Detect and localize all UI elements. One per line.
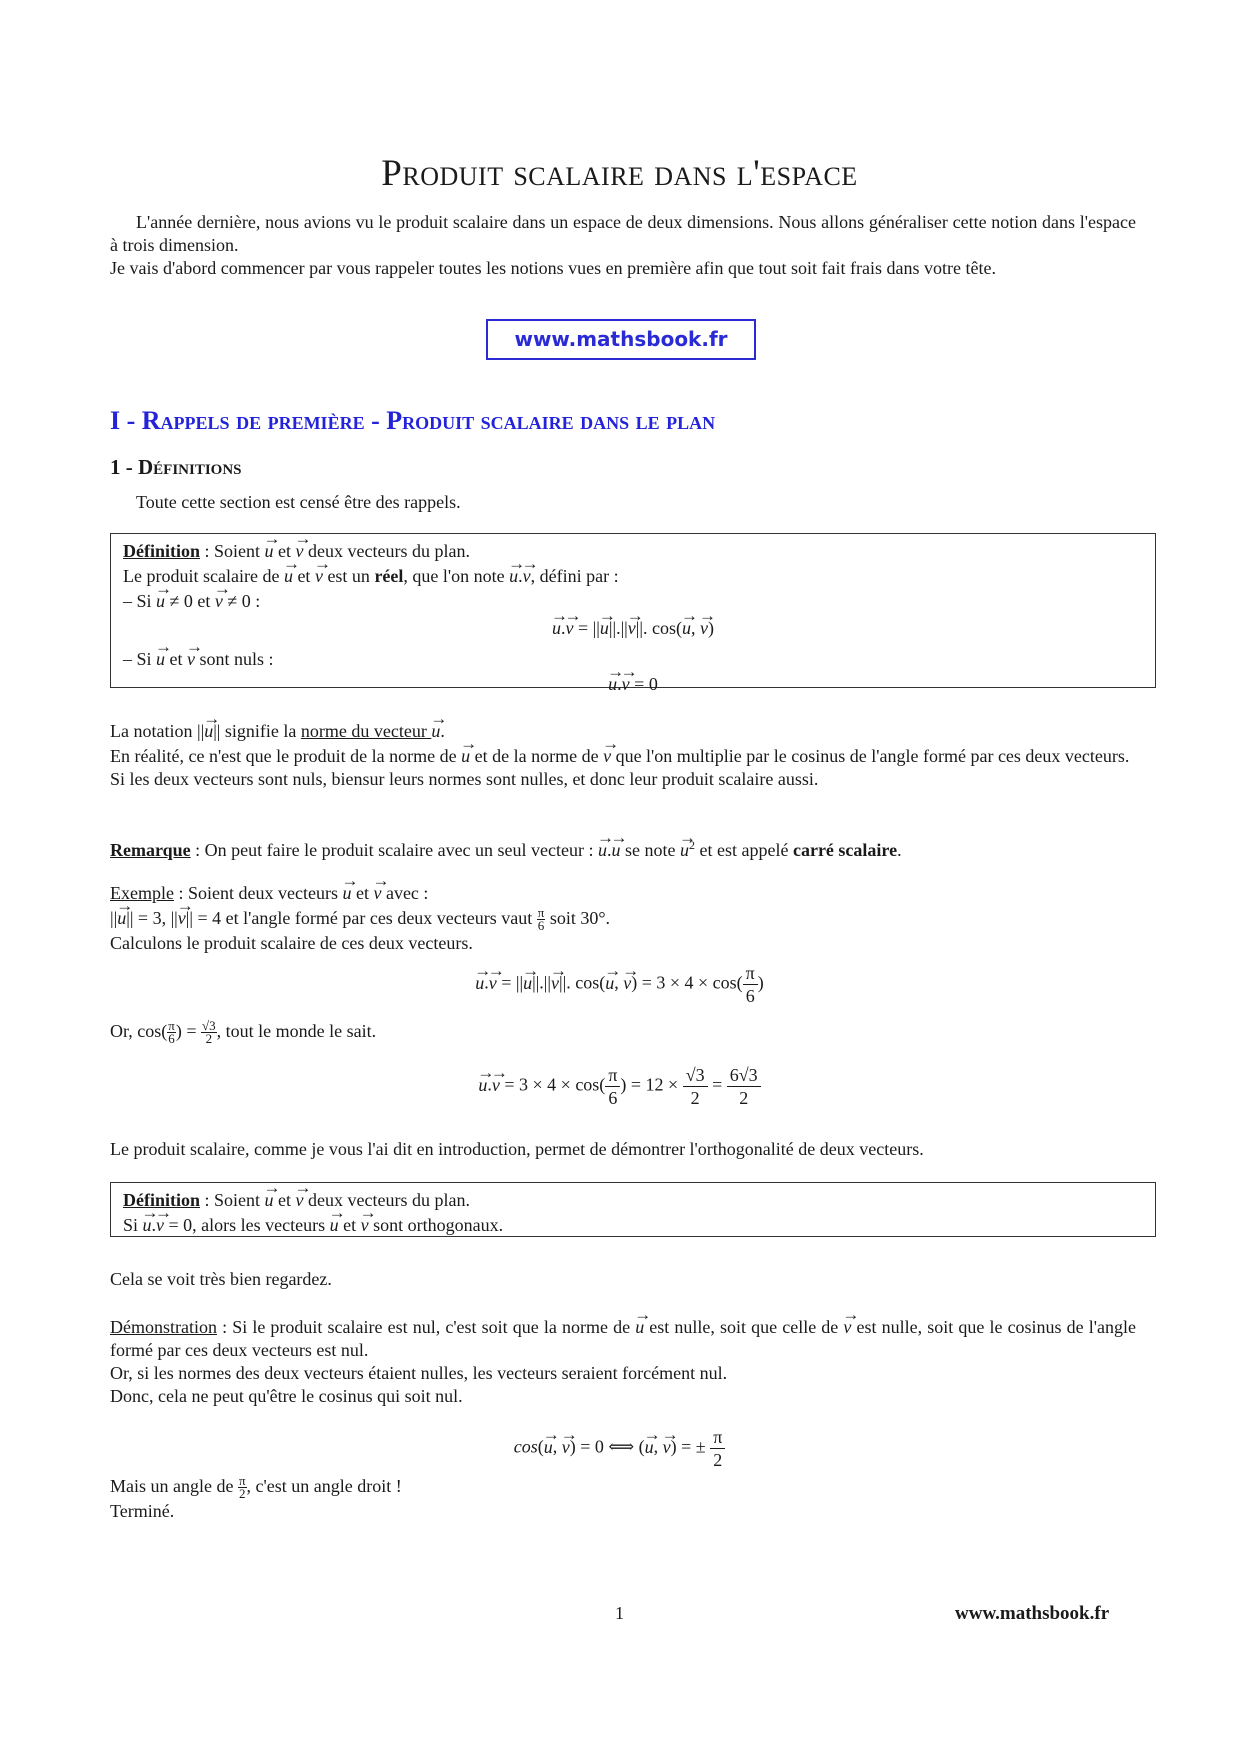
example-line1: [110, 880, 1136, 905]
numerator: π: [605, 1064, 620, 1087]
vector-u: → u: [330, 1212, 339, 1237]
t: et est appelé: [695, 840, 793, 860]
fraction-pi-6: [167, 1020, 176, 1045]
fraction-sqrt3-2: [683, 1064, 708, 1109]
norm-line1: [110, 718, 1136, 743]
def1-formula1: → u.→ v = ||→ u||.||→ v||. cos(→ u, → v): [123, 615, 1143, 640]
remark-line: Remarque : On peut faire le produit scalaire avec un seul vecteur : → u.→ u se note → $u^2$ et est appelé carré scalaire.: [110, 834, 1136, 862]
orthogonality-intro-text: Le produit scalaire, comme je vous l'ai dit en introduction, permet de démontrer l'orthogonalité de deux vecteurs.: [110, 1139, 924, 1159]
page-number: 1: [615, 1603, 624, 1623]
def2-label: Définition: [123, 1190, 201, 1210]
denominator: 2: [713, 1450, 723, 1470]
bold-text: réel: [374, 566, 404, 586]
vector-u: → u: [265, 1187, 274, 1212]
website-link-box[interactable]: www.mathsbook.fr: [486, 319, 756, 360]
demo-line3: Donc, cela ne peut qu'être le cosinus qui soit nul.: [110, 1386, 463, 1406]
denominator: 2: [739, 1088, 749, 1108]
vector-v: → v: [603, 743, 611, 768]
vector-v: → v: [622, 671, 630, 696]
subsection-intro-text: Toute cette section est censé être des rappels.: [136, 492, 461, 512]
section-heading: I - Rappels de première - Produit scalaire dans le plan: [110, 406, 716, 435]
t: En réalité, ce n'est que le produit de la norme de: [110, 746, 462, 766]
t: .: [897, 840, 902, 860]
vector-v: → v: [523, 563, 531, 588]
t: Or, cos(: [110, 1021, 168, 1041]
vector-u: → u: [598, 837, 607, 862]
orthogonality-intro: [110, 1138, 1136, 1161]
bold-text: carré scalaire: [792, 840, 898, 860]
denominator: 2: [205, 1031, 213, 1047]
fraction-sqrt3-2: [201, 1020, 217, 1045]
or-line: [110, 1020, 1136, 1045]
vector-v: → v: [551, 970, 559, 995]
vector-v: → v: [187, 646, 195, 671]
vector-u: → u: [612, 837, 621, 862]
t: et: [338, 1215, 361, 1235]
t: est nulle, soit que celle de: [644, 1317, 844, 1337]
vector-v: → v: [315, 563, 323, 588]
numerator: 6√3: [727, 1064, 761, 1087]
demo-line2: Or, si les normes des deux vecteurs étaient nulles, les vecteurs seraient forcément nul.: [110, 1363, 728, 1383]
vector-v: → v: [296, 1187, 304, 1212]
t: et: [273, 541, 296, 561]
vector-v: → v: [215, 588, 223, 613]
see-well: [110, 1268, 1136, 1291]
numerator: π: [710, 1426, 725, 1449]
vector-u: → u: [680, 837, 689, 862]
t: Le produit scalaire de: [123, 566, 284, 586]
cos-text: cos: [513, 1436, 538, 1457]
t: sont orthogonaux.: [368, 1215, 504, 1235]
vector-v: → v: [492, 1072, 500, 1097]
intro: [110, 211, 1136, 280]
example-line2: ||→ u|| = 3, ||→ v|| = 4 et l'angle formé par ces deux vecteurs vaut $\frac{\pi}{6}$ soit 30°.: [110, 905, 1136, 932]
t: et: [273, 1190, 296, 1210]
t: =: [712, 1074, 723, 1095]
t: est un: [322, 566, 375, 586]
vector-u: → u: [461, 743, 470, 768]
demo-end-line1: [110, 1475, 1136, 1500]
vector-u: → u: [284, 563, 293, 588]
def1-label: Définition: [123, 541, 201, 561]
vector-u: → u: [478, 1072, 487, 1097]
vector-u: → u: [204, 718, 213, 743]
vector-v: → v: [843, 1314, 851, 1339]
subsection-heading: 1 - Définitions: [110, 455, 242, 479]
t: sont nuls :: [195, 649, 274, 669]
vector-u: → u: [608, 671, 617, 696]
vector-u: → u: [523, 970, 532, 995]
def1-line2: Le produit scalaire de → u et → v est un réel, que l'on note → u.→ v, défini par :: [123, 563, 1143, 588]
t: || signifie la: [213, 721, 301, 741]
t: , que l'on note: [403, 566, 510, 586]
def1-formula2: → u.→ v = 0: [123, 671, 1143, 696]
vector-u: → u: [682, 615, 691, 640]
t: Mais un angle de: [110, 1476, 238, 1496]
fraction-pi-2: [238, 1475, 247, 1500]
remark: [110, 834, 1136, 862]
t: .: [440, 721, 445, 741]
intro-p1: L'année dernière, nous avions vu le produit scalaire dans un espace de deux dimensions. Nous allons généraliser cette notion dans l'espace à trois dimension.: [110, 212, 1136, 255]
norm-underlined: [301, 721, 440, 741]
vector-v: → v: [566, 615, 574, 640]
t: norme du vecteur: [300, 721, 427, 741]
vector-u: → u: [635, 1314, 644, 1339]
vector-v: → v: [361, 1212, 369, 1237]
t: et: [351, 883, 374, 903]
vector-u: → u: [552, 615, 561, 640]
vector-v: → v: [562, 1434, 570, 1459]
vector-v: → v: [623, 970, 631, 995]
fraction-pi-2: [710, 1426, 725, 1471]
t: et: [292, 566, 315, 586]
vector-v: → v: [178, 905, 186, 930]
vector-u: → u: [156, 588, 165, 613]
t: ) = 12 ×: [620, 1074, 679, 1095]
denominator: 6: [168, 1031, 175, 1047]
t: : Soient deux vecteurs: [173, 883, 343, 903]
numerator: π: [743, 962, 758, 985]
t: est nulle, soit que le cosinus de l'angle formé par ces deux vecteurs est nul.: [110, 1317, 1136, 1360]
or-text: [110, 1020, 1136, 1045]
t: , tout le monde le sait.: [216, 1021, 377, 1041]
t: soit 30°.: [545, 908, 611, 928]
fraction-6sqrt3-2: [727, 1064, 761, 1109]
see-well-text: Cela se voit très bien regardez.: [110, 1269, 332, 1289]
vector-u: → u: [342, 880, 351, 905]
t: – Si: [123, 649, 157, 669]
fraction-pi-6: [743, 962, 758, 1007]
denominator: 6: [745, 986, 755, 1006]
definition-box-2: [110, 1182, 1156, 1237]
norm-paragraph: [110, 718, 1136, 791]
fraction-pi-6: [605, 1064, 620, 1109]
demo-label: Démonstration: [110, 1317, 217, 1337]
t: , défini par :: [530, 566, 619, 586]
t: = 3 × 4 × cos(: [641, 972, 743, 993]
vector-u: → u: [431, 718, 440, 743]
vector-v: → v: [373, 880, 381, 905]
example-line3: Calculons le produit scalaire de ces deux vecteurs.: [110, 933, 473, 954]
t: – Si: [123, 591, 157, 611]
subsection-intro: [110, 491, 1136, 514]
example-equation1: → u.→ v = ||→ u||.||→ v||. cos(→ u, → v) = 3 × 4 × cos( $\frac{\pi}{6}$ ): [0, 962, 1239, 1007]
t: Si: [123, 1215, 143, 1235]
vector-v: → v: [628, 615, 636, 640]
intro-p2: Je vais d'abord commencer par vous rappeler toutes les notions vues en première afin que tout soit fait frais dans votre tête.: [110, 258, 996, 278]
vector-u: → u: [544, 1434, 553, 1459]
remark-label: Remarque: [110, 840, 191, 860]
denominator: 2: [690, 1088, 700, 1108]
t: ) =: [175, 1021, 201, 1041]
t: : Soient: [200, 541, 265, 561]
numerator: π: [168, 1018, 175, 1034]
t: : Si le produit scalaire est nul, c'est soit que la norme de: [216, 1317, 636, 1337]
denominator: 2: [239, 1486, 246, 1502]
def2-line2: Si → u.→ v = 0, alors les vecteurs → u et → v sont orthogonaux.: [123, 1212, 1143, 1237]
t: = 0, alors les vecteurs: [164, 1215, 330, 1235]
t: se note: [620, 840, 680, 860]
t: ≠ 0 :: [222, 591, 261, 611]
page-title: Produit scalaire dans l'espace: [381, 153, 858, 194]
vector-u: → u: [265, 538, 274, 563]
t: , c'est un angle droit !: [246, 1476, 402, 1496]
t: || = 4 et l'angle formé par ces deux vecteurs vaut: [185, 908, 537, 928]
t: ≠ 0 et: [165, 591, 215, 611]
example-label: Exemple: [110, 883, 174, 903]
definition-box-1: [110, 533, 1156, 694]
vector-u: → u: [117, 905, 126, 930]
numerator: √3: [683, 1064, 708, 1087]
vector-u: → u: [605, 970, 614, 995]
denominator: 6: [608, 1088, 618, 1108]
t: que l'on multiplie par le cosinus de l'angle formé par ces deux vecteurs.: [611, 746, 1130, 766]
t: deux vecteurs du plan.: [303, 1190, 470, 1210]
vector-v: → v: [489, 970, 497, 995]
demo-line1: [110, 1314, 1136, 1362]
vector-u: → u: [156, 646, 165, 671]
t: et de la norme de: [470, 746, 604, 766]
vector-v: → v: [700, 615, 708, 640]
def2-line1: [123, 1187, 1143, 1212]
def1-line1: [123, 538, 1143, 563]
t: : Soient: [200, 1190, 265, 1210]
t: || = 3, ||: [126, 908, 178, 928]
example-equation2: → u.→ v = 3 × 4 × cos( $\frac{\pi}{6}$ ) = 12 × $\frac{√3}{2}$ = $\frac{6√3}{2}$: [0, 1064, 1239, 1109]
vector-v: → v: [663, 1434, 671, 1459]
numerator: π: [238, 1473, 246, 1489]
example: [110, 880, 1136, 955]
denominator: 6: [537, 918, 545, 934]
numerator: π: [537, 905, 545, 921]
norm-line2: [110, 743, 1136, 768]
vector-u: → u: [509, 563, 518, 588]
norm-line3: Si les deux vecteurs sont nuls, biensur leurs normes sont nulles, et donc leur produit scalaire aussi.: [110, 769, 819, 789]
t: deux vecteurs du plan.: [303, 541, 470, 561]
vector-u: → u: [600, 615, 609, 640]
vector-u: → u: [143, 1212, 152, 1237]
t: La notation ||: [110, 721, 205, 741]
vector-u: → u: [475, 970, 484, 995]
demo-end-line2: Terminé.: [110, 1501, 175, 1522]
t: avec :: [381, 883, 429, 903]
vector-v: → v: [296, 538, 304, 563]
superscript: 2: [689, 838, 695, 852]
numerator: √3: [202, 1018, 216, 1034]
demo-equation: cos(→ u, → v) = 0 ⟺ (→ u, → v) = ± $\frac{\pi}{2}$: [0, 1426, 1239, 1471]
vector-u: → u: [645, 1434, 654, 1459]
footer-url[interactable]: www.mathsbook.fr: [955, 1603, 1110, 1624]
vector-v: → v: [156, 1212, 164, 1237]
t: et: [165, 649, 188, 669]
demonstration: [110, 1314, 1136, 1408]
t: : On peut faire le produit scalaire avec un seul vecteur :: [190, 840, 599, 860]
t: = 3 × 4 × cos(: [504, 1074, 606, 1095]
demo-conclusion: [110, 1475, 1136, 1523]
